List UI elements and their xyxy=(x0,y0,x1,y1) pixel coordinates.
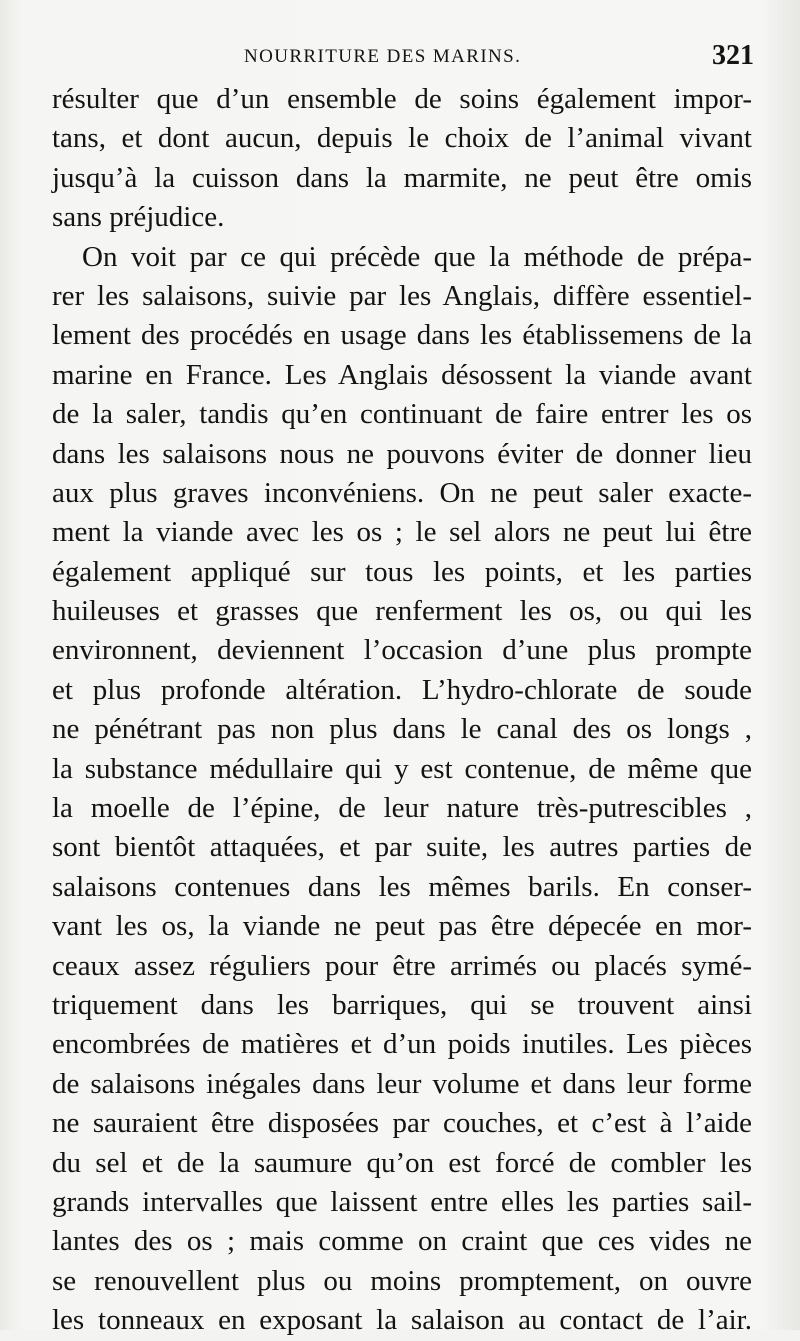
text-line: huileuses et grasses que renferment les os, ou qui les xyxy=(52,595,752,628)
running-title: NOURRITURE DES MARINS. xyxy=(244,46,522,67)
text-line: jusqu’à la cuisson dans la marmite, ne peut être omis xyxy=(52,161,752,194)
text-line: également appliqué sur tous les points, et les parties xyxy=(52,555,752,588)
text-line: aux plus graves inconvéniens. On ne peut saler exacte- xyxy=(52,476,752,509)
text-line: la moelle de l’épine, de leur nature très-putrescibles , xyxy=(52,792,752,825)
text-line: marine en France. Les Anglais désossent la viande avant xyxy=(52,358,752,391)
text-line: rer les salaisons, suivie par les Anglais, diffère essentiel- xyxy=(52,279,752,312)
text-line: de la saler, tandis qu’en continuant de faire entrer les os xyxy=(52,398,752,431)
text-line: sans préjudice. xyxy=(52,201,225,234)
text-line: environnent, deviennent l’occasion d’une plus prompte xyxy=(52,634,752,667)
text-line: tans, et dont aucun, depuis le choix de l’animal vivant xyxy=(52,122,752,155)
body-text xyxy=(52,80,752,1341)
text-line: sont bientôt attaquées, et par suite, les autres parties de xyxy=(52,831,752,864)
text-line: se renouvellent plus ou moins promptement, on ouvre xyxy=(52,1264,752,1297)
page-number: 321 xyxy=(712,40,754,71)
text-line: ne sauraient être disposées par couches, et c’est à l’aide xyxy=(52,1107,752,1140)
text-line: vant les os, la viande ne peut pas être dépecée en mor- xyxy=(52,910,752,943)
running-head xyxy=(54,40,754,80)
text-line: les tonneaux en exposant la salaison au contact de l’air. xyxy=(52,1304,752,1337)
text-line: la substance médullaire qui y est contenue, de même que xyxy=(52,752,752,785)
text-line: triquement dans les barriques, qui se trouvent ainsi xyxy=(52,988,752,1021)
text-line: de salaisons inégales dans leur volume et dans leur forme xyxy=(52,1067,752,1100)
text-line: résulter que d’un ensemble de soins également impor- xyxy=(52,83,752,115)
text-line: dans les salaisons nous ne pouvons éviter de donner lieu xyxy=(52,437,752,470)
text-line: ne pénétrant pas non plus dans le canal des os longs , xyxy=(52,713,752,746)
text-line: On voit par ce qui précède que la méthode de prépa- xyxy=(82,240,752,273)
text-line: et plus profonde altération. L’hydro-chlorate de soude xyxy=(52,673,752,706)
text-line: du sel et de la saumure qu’on est forcé de combler les xyxy=(52,1146,752,1179)
text-line: salaisons contenues dans les mêmes barils. En conser- xyxy=(52,870,752,903)
text-line: lement des procédés en usage dans les établissemens de la xyxy=(52,319,752,352)
text-line: encombrées de matières et d’un poids inutiles. Les pièces xyxy=(52,1028,752,1061)
text-line: grands intervalles que laissent entre elles les parties sail- xyxy=(52,1185,752,1218)
text-line: lantes des os ; mais comme on craint que ces vides ne xyxy=(52,1225,752,1258)
text-line: ment la viande avec les os ; le sel alors ne peut lui être xyxy=(52,516,752,549)
text-line: ceaux assez réguliers pour être arrimés ou placés symé- xyxy=(52,949,752,982)
